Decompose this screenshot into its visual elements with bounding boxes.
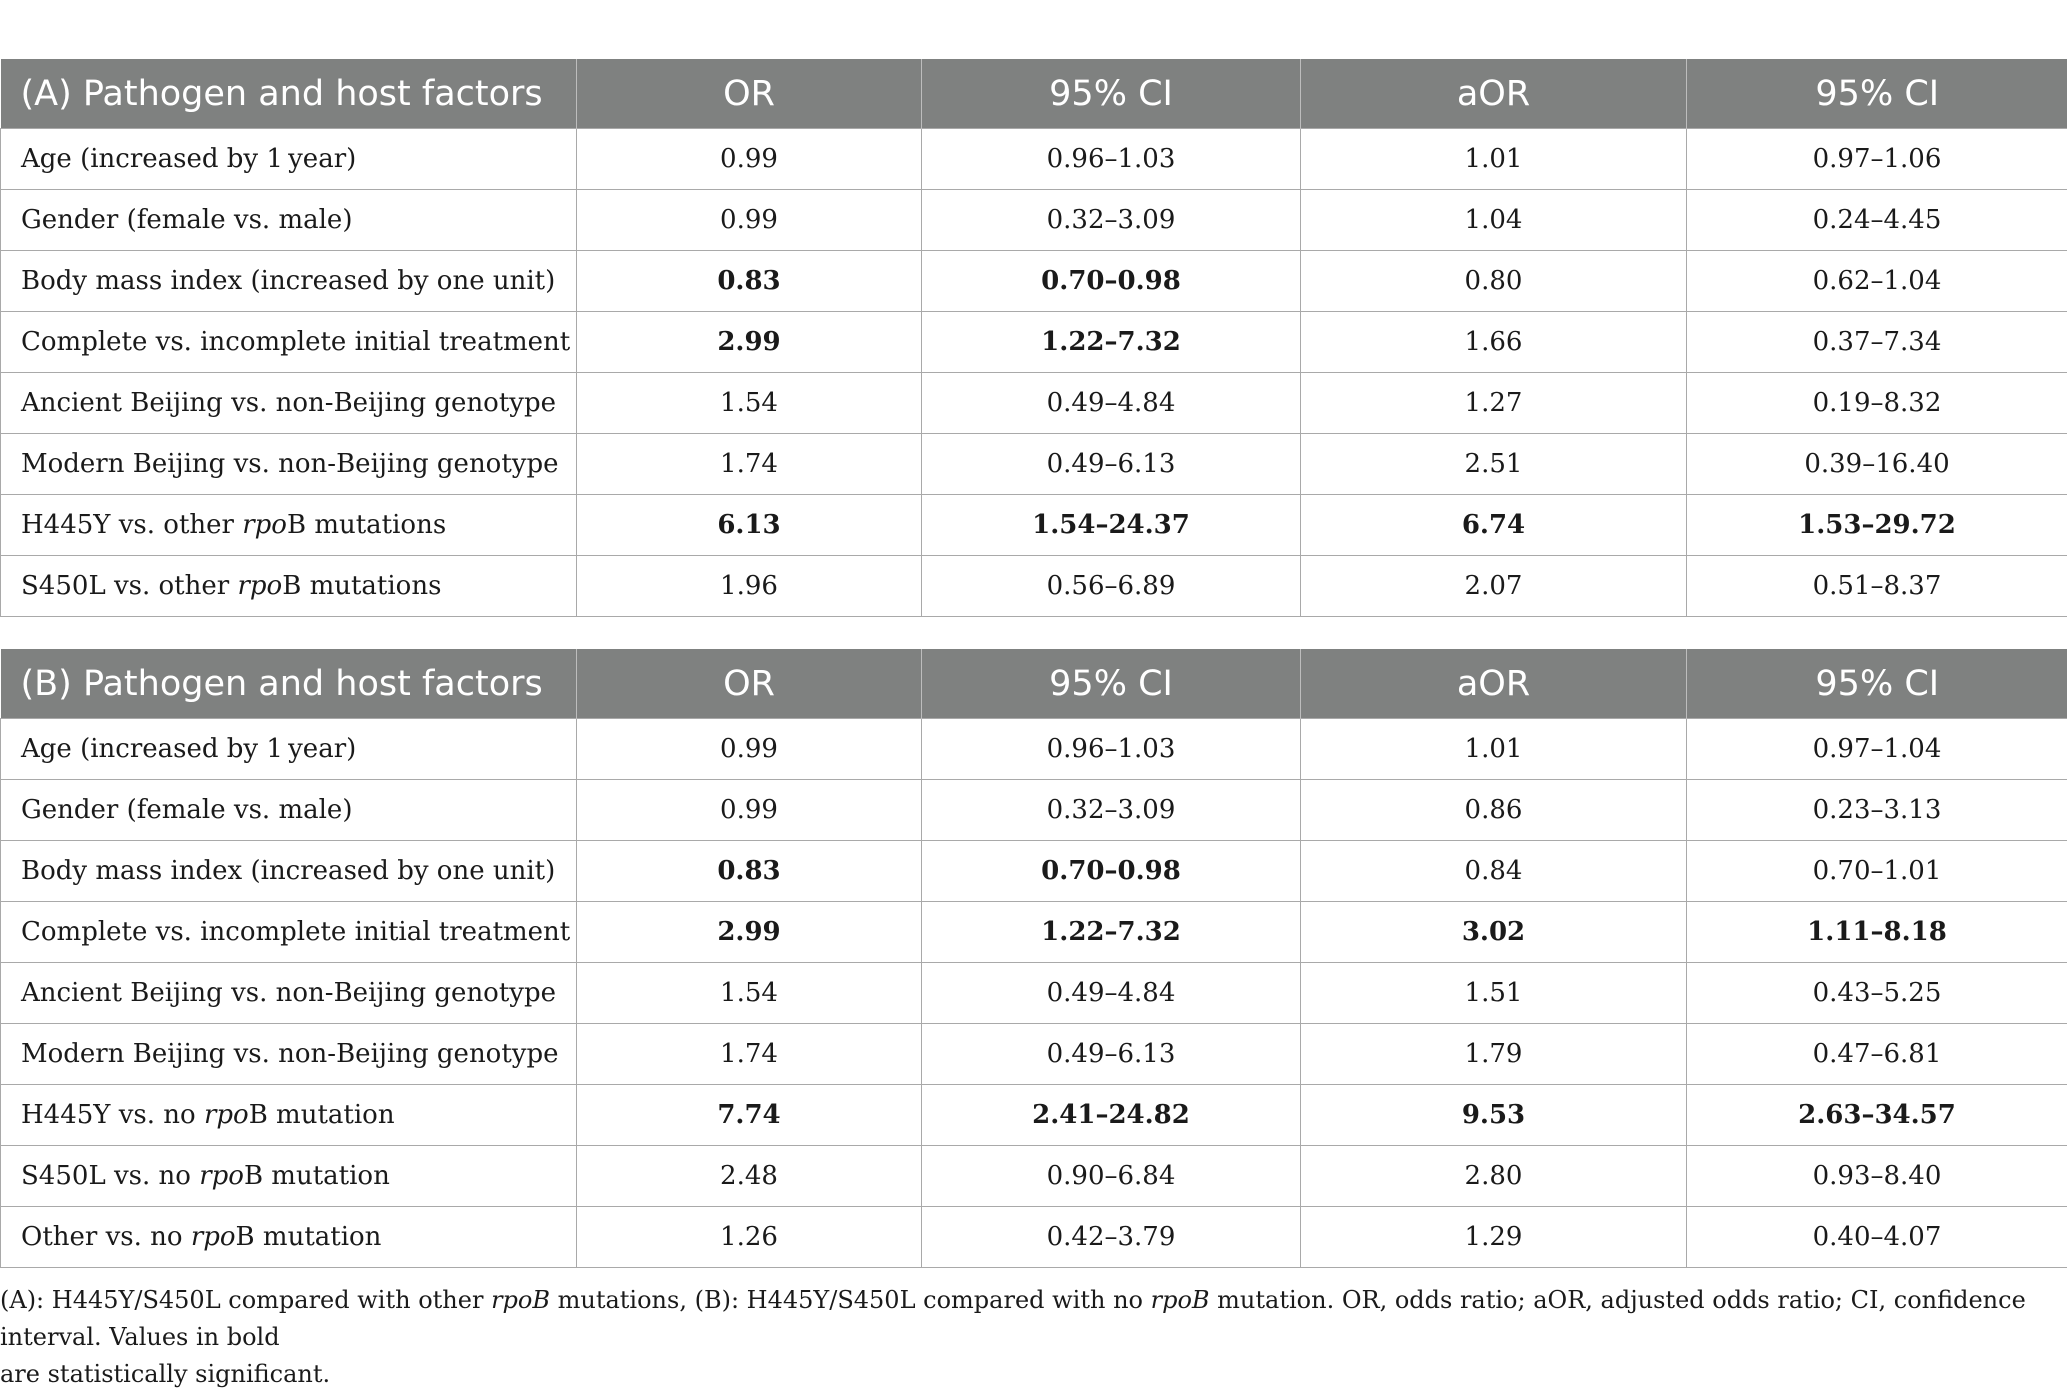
table-a	[0, 59, 2067, 617]
table-b-header-row	[1, 649, 2067, 719]
factor-cell	[1, 434, 577, 495]
factor-text: Other vs. no	[21, 1222, 191, 1252]
aci-cell: 0.51–8.37	[1687, 556, 2067, 617]
table-row	[1, 1024, 2067, 1085]
table-b-header-or: OR	[577, 649, 922, 719]
aci-cell: 0.97–1.04	[1687, 719, 2067, 780]
aci-cell: 0.43–5.25	[1687, 963, 2067, 1024]
footnote-line-1	[0, 1282, 2060, 1356]
factor-text: B mutations	[287, 510, 446, 540]
ci-cell: 1.22–7.32	[922, 312, 1301, 373]
factor-cell	[1, 556, 577, 617]
factor-text: Modern Beijing vs. non-Beijing genotype	[21, 1039, 559, 1069]
aor-cell: 0.84	[1301, 841, 1687, 902]
aci-cell: 0.24–4.45	[1687, 190, 2067, 251]
footnote-line-2: are statistically significant.	[0, 1356, 2060, 1393]
table-a-header-aor: aOR	[1301, 59, 1687, 129]
or-cell: 7.74	[577, 1085, 922, 1146]
factor-text: Complete vs. incomplete initial treatment	[21, 327, 570, 357]
ci-cell: 0.49–6.13	[922, 1024, 1301, 1085]
table-b-header-aci: 95% CI	[1687, 649, 2067, 719]
table-row	[1, 434, 2067, 495]
footnote-italic: rpoB	[1151, 1286, 1210, 1314]
table-row	[1, 129, 2067, 190]
factor-cell	[1, 1024, 577, 1085]
table-row	[1, 719, 2067, 780]
or-cell: 1.96	[577, 556, 922, 617]
ci-cell: 0.49–4.84	[922, 963, 1301, 1024]
table-row	[1, 1085, 2067, 1146]
table-a-header-row	[1, 59, 2067, 129]
factor-italic-gene: rpo	[237, 571, 282, 601]
factor-text: Modern Beijing vs. non-Beijing genotype	[21, 449, 559, 479]
factor-text: Ancient Beijing vs. non-Beijing genotype	[21, 388, 556, 418]
aci-cell: 0.39–16.40	[1687, 434, 2067, 495]
ci-cell: 0.96–1.03	[922, 129, 1301, 190]
ci-cell: 0.90–6.84	[922, 1146, 1301, 1207]
factor-text: Ancient Beijing vs. non-Beijing genotype	[21, 978, 556, 1008]
factor-cell	[1, 1146, 577, 1207]
aor-cell: 9.53	[1301, 1085, 1687, 1146]
ci-cell: 0.56–6.89	[922, 556, 1301, 617]
factor-text: B mutation	[244, 1161, 390, 1191]
aci-cell: 0.70–1.01	[1687, 841, 2067, 902]
factor-cell	[1, 1085, 577, 1146]
aor-cell: 1.01	[1301, 129, 1687, 190]
aci-cell: 0.62–1.04	[1687, 251, 2067, 312]
table-row	[1, 902, 2067, 963]
factor-italic-gene: rpo	[191, 1222, 236, 1252]
table-a-header-factor: (A) Pathogen and host factors	[1, 59, 577, 129]
or-cell: 1.74	[577, 434, 922, 495]
table-a-header-or: OR	[577, 59, 922, 129]
factor-cell	[1, 780, 577, 841]
or-cell: 1.54	[577, 963, 922, 1024]
aci-cell: 0.19–8.32	[1687, 373, 2067, 434]
factor-cell	[1, 963, 577, 1024]
factor-cell	[1, 190, 577, 251]
table-row	[1, 556, 2067, 617]
aci-cell: 0.40–4.07	[1687, 1207, 2067, 1268]
factor-text: Age (increased by 1 year)	[21, 734, 356, 764]
aor-cell: 3.02	[1301, 902, 1687, 963]
or-cell: 1.26	[577, 1207, 922, 1268]
table-a-header-ci: 95% CI	[922, 59, 1301, 129]
table-b-header-ci: 95% CI	[922, 649, 1301, 719]
table-row	[1, 1146, 2067, 1207]
or-cell: 0.83	[577, 841, 922, 902]
factor-cell	[1, 312, 577, 373]
aor-cell: 1.04	[1301, 190, 1687, 251]
table-a-header-aci: 95% CI	[1687, 59, 2067, 129]
aci-cell: 2.63–34.57	[1687, 1085, 2067, 1146]
table-row	[1, 1207, 2067, 1268]
aci-cell: 0.47–6.81	[1687, 1024, 2067, 1085]
factor-text: Body mass index (increased by one unit)	[21, 266, 555, 296]
factor-cell	[1, 373, 577, 434]
aci-cell: 1.11–8.18	[1687, 902, 2067, 963]
factor-text: B mutation	[249, 1100, 395, 1130]
aci-cell: 0.97–1.06	[1687, 129, 2067, 190]
aor-cell: 2.80	[1301, 1146, 1687, 1207]
ci-cell: 0.49–4.84	[922, 373, 1301, 434]
aor-cell: 1.51	[1301, 963, 1687, 1024]
or-cell: 0.99	[577, 129, 922, 190]
factor-cell	[1, 902, 577, 963]
factor-italic-gene: rpo	[242, 510, 287, 540]
table-row	[1, 841, 2067, 902]
or-cell: 0.99	[577, 190, 922, 251]
factor-text: H445Y vs. other	[21, 510, 242, 540]
factor-italic-gene: rpo	[199, 1161, 244, 1191]
footnote-italic: rpoB	[491, 1286, 550, 1314]
ci-cell: 0.32–3.09	[922, 780, 1301, 841]
or-cell: 1.74	[577, 1024, 922, 1085]
ci-cell: 0.70–0.98	[922, 841, 1301, 902]
aor-cell: 1.66	[1301, 312, 1687, 373]
factor-cell	[1, 1207, 577, 1268]
footnote-text: mutation. OR, odds ratio; aOR, adjusted odds ratio; CI, confidence interval. Values in bold	[0, 1286, 2026, 1351]
table-footnote	[0, 1282, 2060, 1393]
aci-cell: 1.53–29.72	[1687, 495, 2067, 556]
or-cell: 0.83	[577, 251, 922, 312]
or-cell: 0.99	[577, 780, 922, 841]
or-cell: 0.99	[577, 719, 922, 780]
or-cell: 2.48	[577, 1146, 922, 1207]
or-cell: 6.13	[577, 495, 922, 556]
aor-cell: 6.74	[1301, 495, 1687, 556]
factor-text: H445Y vs. no	[21, 1100, 204, 1130]
table-row	[1, 963, 2067, 1024]
table-b-body	[1, 719, 2067, 1268]
aci-cell: 0.37–7.34	[1687, 312, 2067, 373]
ci-cell: 0.96–1.03	[922, 719, 1301, 780]
ci-cell: 1.22–7.32	[922, 902, 1301, 963]
aor-cell: 1.29	[1301, 1207, 1687, 1268]
factor-cell	[1, 719, 577, 780]
factor-cell	[1, 495, 577, 556]
table-row	[1, 190, 2067, 251]
aci-cell: 0.23–3.13	[1687, 780, 2067, 841]
or-cell: 1.54	[577, 373, 922, 434]
or-cell: 2.99	[577, 902, 922, 963]
table-row	[1, 251, 2067, 312]
table-row	[1, 495, 2067, 556]
aor-cell: 1.79	[1301, 1024, 1687, 1085]
factor-text: B mutation	[236, 1222, 382, 1252]
factor-text: Body mass index (increased by one unit)	[21, 856, 555, 886]
table-row	[1, 312, 2067, 373]
aor-cell: 1.27	[1301, 373, 1687, 434]
ci-cell: 0.70–0.98	[922, 251, 1301, 312]
aor-cell: 2.07	[1301, 556, 1687, 617]
table-row	[1, 780, 2067, 841]
factor-text: Gender (female vs. male)	[21, 795, 352, 825]
factor-cell	[1, 129, 577, 190]
table-b-header-factor: (B) Pathogen and host factors	[1, 649, 577, 719]
aor-cell: 0.80	[1301, 251, 1687, 312]
table-b-header-aor: aOR	[1301, 649, 1687, 719]
footnote-text: mutations, (B): H445Y/S450L compared with no	[550, 1286, 1151, 1314]
factor-text: B mutations	[282, 571, 441, 601]
footnote-text: (A): H445Y/S450L compared with other	[0, 1286, 491, 1314]
ci-cell: 1.54–24.37	[922, 495, 1301, 556]
table-b	[0, 649, 2067, 1268]
factor-text: S450L vs. no	[21, 1161, 199, 1191]
aci-cell: 0.93–8.40	[1687, 1146, 2067, 1207]
factor-italic-gene: rpo	[204, 1100, 249, 1130]
table-a-body	[1, 129, 2067, 617]
factor-cell	[1, 841, 577, 902]
factor-text: Gender (female vs. male)	[21, 205, 352, 235]
or-cell: 2.99	[577, 312, 922, 373]
factor-text: Age (increased by 1 year)	[21, 144, 356, 174]
ci-cell: 0.42–3.79	[922, 1207, 1301, 1268]
ci-cell: 0.49–6.13	[922, 434, 1301, 495]
aor-cell: 1.01	[1301, 719, 1687, 780]
ci-cell: 2.41–24.82	[922, 1085, 1301, 1146]
aor-cell: 2.51	[1301, 434, 1687, 495]
ci-cell: 0.32–3.09	[922, 190, 1301, 251]
table-row	[1, 373, 2067, 434]
factor-text: Complete vs. incomplete initial treatment	[21, 917, 570, 947]
aor-cell: 0.86	[1301, 780, 1687, 841]
factor-text: S450L vs. other	[21, 571, 237, 601]
factor-cell	[1, 251, 577, 312]
